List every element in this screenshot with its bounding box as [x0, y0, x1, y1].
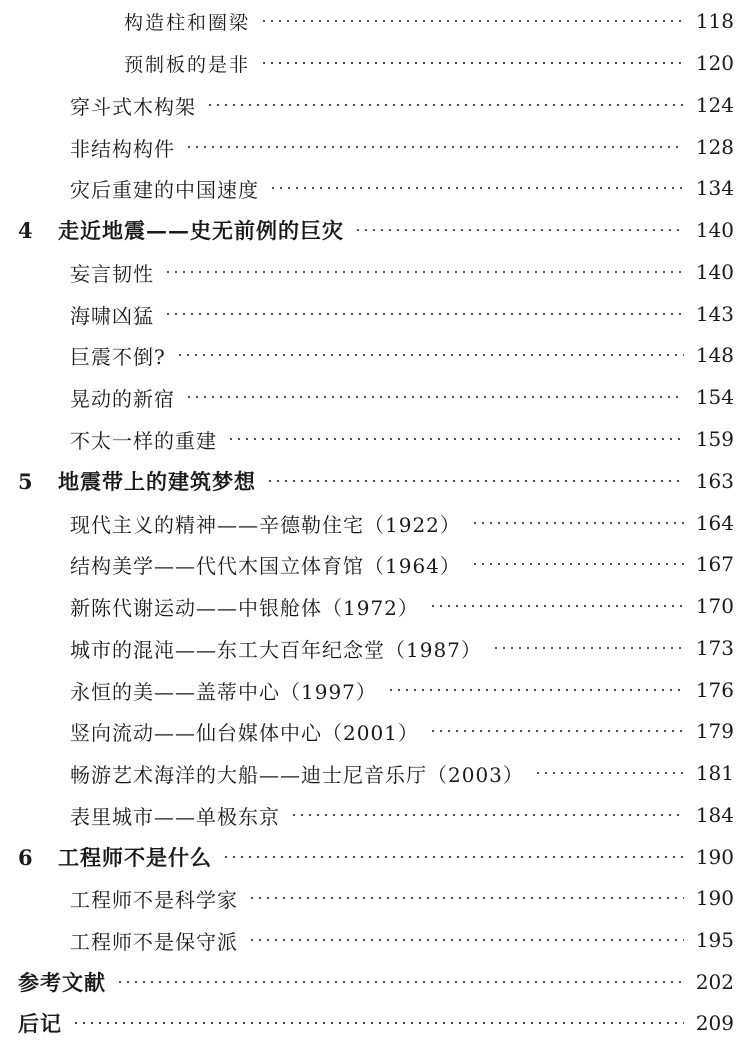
toc-entry-page: 173 — [695, 636, 734, 660]
toc-entry[interactable] — [70, 379, 734, 415]
toc-entry[interactable] — [70, 797, 734, 833]
toc-leader-dots — [164, 271, 684, 273]
toc-entry-title: 工程师不是保守派 — [70, 929, 238, 954]
toc-leader-dots — [429, 605, 684, 607]
toc-entry-title: 工程师不是科学家 — [70, 887, 238, 912]
toc-entry[interactable] — [70, 170, 734, 206]
toc-leader-dots — [176, 354, 684, 356]
toc-entry-page: 184 — [695, 803, 734, 827]
toc-entry[interactable] — [70, 755, 734, 791]
toc-leader-dots — [248, 939, 684, 941]
toc-entry-title: 不太一样的重建 — [70, 428, 217, 453]
chapter-title: 走近地震——史无前例的巨灾 — [58, 218, 344, 243]
toc-entry[interactable] — [124, 45, 734, 81]
toc-entry[interactable] — [70, 588, 734, 624]
backmatter-title: 参考文献 — [18, 970, 106, 995]
toc-entry-page: 176 — [695, 678, 734, 702]
toc-entry-title: 穿斗式木构架 — [70, 94, 196, 119]
toc-entry-title: 新陈代谢运动——中银舱体（1972） — [70, 595, 419, 620]
toc-entry-page: 163 — [695, 469, 734, 493]
toc-entry-title: 畅游艺术海洋的大船——迪士尼音乐厅（2003） — [70, 762, 524, 787]
toc-entry-page: 181 — [695, 761, 734, 785]
toc-leader-dots — [290, 814, 684, 816]
toc-leader-dots — [260, 20, 684, 22]
toc-entry-page: 140 — [695, 218, 734, 242]
toc-entry-page: 159 — [695, 427, 734, 451]
toc-leader-dots — [185, 396, 684, 398]
toc-entry-page: 164 — [695, 511, 734, 535]
toc-entry[interactable] — [70, 922, 734, 958]
toc-entry-page: 134 — [695, 176, 734, 200]
toc-entry-page: 170 — [695, 594, 734, 618]
toc-leader-dots — [534, 772, 684, 774]
toc-entry-page: 179 — [695, 719, 734, 743]
chapter-title: 地震带上的建筑梦想 — [58, 469, 256, 494]
toc-entry-page: 124 — [695, 93, 734, 117]
toc-leader-dots — [222, 856, 684, 858]
toc-leader-dots — [429, 730, 684, 732]
toc-entry-title: 巨震不倒? — [70, 344, 166, 369]
toc-entry-title: 晃动的新宿 — [70, 386, 175, 411]
toc-entry-page: 154 — [695, 385, 734, 409]
toc-entry-page: 190 — [695, 886, 734, 910]
toc-entry-title: 结构美学——代代木国立体育馆（1964） — [70, 553, 461, 578]
toc-chapter[interactable] — [18, 839, 734, 875]
toc-entry-title: 海啸凶猛 — [70, 303, 154, 328]
toc-entry[interactable] — [70, 713, 734, 749]
toc-entry[interactable] — [70, 672, 734, 708]
toc-entry-title: 竖向流动——仙台媒体中心（2001） — [70, 720, 419, 745]
toc-leader-dots — [248, 897, 684, 899]
toc-entry[interactable] — [70, 421, 734, 457]
toc-entry-page: 195 — [695, 928, 734, 952]
toc-entry[interactable] — [124, 3, 734, 39]
toc-entry-title: 表里城市——单极东京 — [70, 804, 280, 829]
toc-entry-page: 167 — [695, 552, 734, 576]
backmatter-title: 后记 — [18, 1011, 62, 1036]
toc-chapter[interactable] — [18, 212, 734, 248]
toc-leader-dots — [72, 1022, 684, 1024]
toc-entry[interactable] — [70, 630, 734, 666]
toc-leader-dots — [164, 313, 684, 315]
toc-leader-dots — [471, 563, 684, 565]
toc-leader-dots — [266, 480, 684, 482]
toc-entry[interactable] — [70, 337, 734, 373]
toc-leader-dots — [354, 229, 684, 231]
chapter-title: 工程师不是什么 — [58, 845, 212, 870]
toc-leader-dots — [227, 438, 684, 440]
toc-entry[interactable] — [70, 546, 734, 582]
toc-entry[interactable] — [70, 880, 734, 916]
toc-entry-title: 现代主义的精神——辛德勒住宅（1922） — [70, 512, 461, 537]
toc-leader-dots — [206, 104, 684, 106]
chapter-number: 5 — [18, 468, 33, 494]
toc-entry[interactable] — [70, 254, 734, 290]
toc-leader-dots — [185, 146, 684, 148]
toc-entry[interactable] — [70, 296, 734, 332]
toc-backmatter[interactable] — [18, 964, 734, 1000]
toc-entry-title: 灾后重建的中国速度 — [70, 177, 259, 202]
toc-leader-dots — [116, 981, 684, 983]
toc-entry-page: 118 — [695, 9, 734, 33]
toc-entry-page: 120 — [695, 51, 734, 75]
toc-entry-page: 209 — [695, 1011, 734, 1035]
toc-entry-page: 128 — [695, 135, 734, 159]
toc-leader-dots — [260, 62, 684, 64]
toc-entry-page: 148 — [695, 343, 734, 367]
toc-entry-title: 构造柱和圈梁 — [124, 11, 251, 34]
toc-entry[interactable] — [70, 505, 734, 541]
toc-entry-title: 妄言韧性 — [70, 261, 154, 286]
toc-entry-title: 永恒的美——盖蒂中心（1997） — [70, 679, 377, 704]
toc-leader-dots — [492, 647, 684, 649]
toc-leader-dots — [387, 689, 684, 691]
toc-entry-page: 140 — [695, 260, 734, 284]
toc-chapter[interactable] — [18, 463, 734, 499]
toc-entry[interactable] — [70, 129, 734, 165]
chapter-number: 4 — [18, 217, 33, 243]
toc-entry-page: 143 — [695, 302, 734, 326]
toc-entry-title: 非结构构件 — [70, 136, 175, 161]
toc-entry[interactable] — [70, 87, 734, 123]
toc-entry-title: 预制板的是非 — [124, 53, 251, 76]
toc-leader-dots — [471, 522, 684, 524]
toc-entry-page: 190 — [695, 845, 734, 869]
toc-entry-title: 城市的混沌——东工大百年纪念堂（1987） — [70, 637, 482, 662]
toc-backmatter[interactable] — [18, 1005, 734, 1041]
chapter-number: 6 — [18, 844, 33, 870]
toc-entry-page: 202 — [695, 970, 734, 994]
toc-leader-dots — [269, 187, 684, 189]
